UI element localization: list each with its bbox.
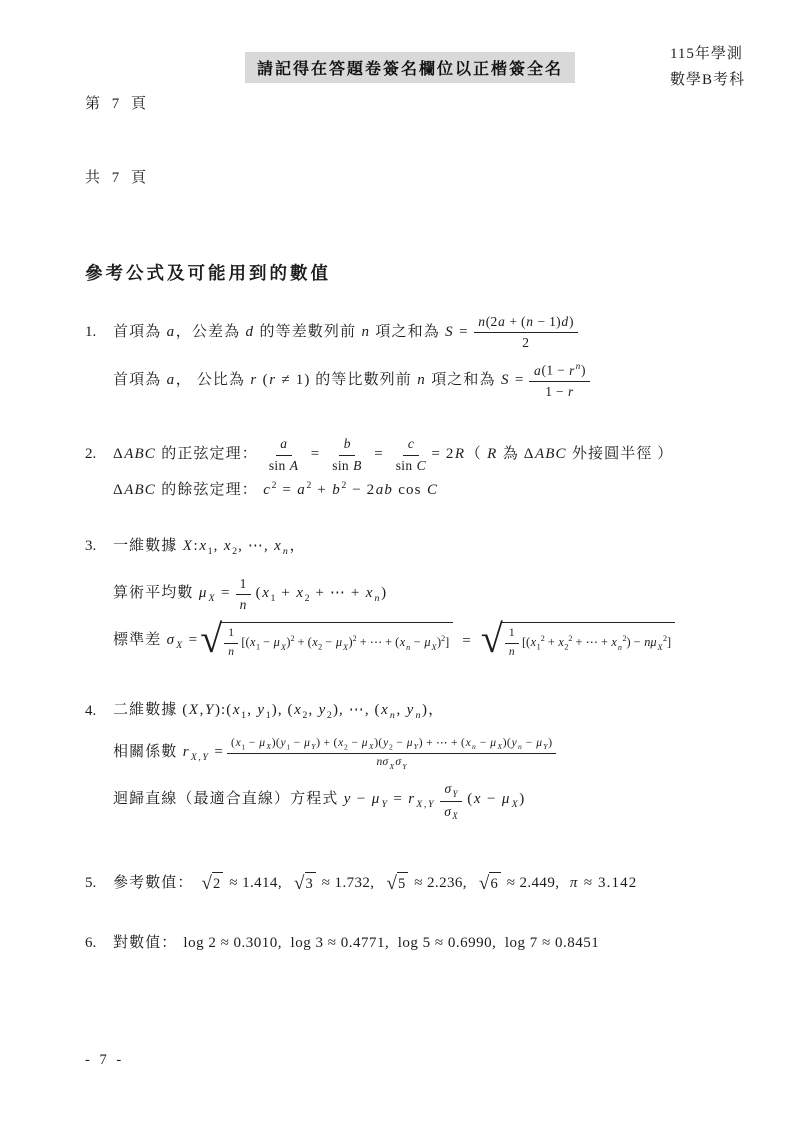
fraction-numerator: 1 <box>236 575 251 595</box>
page-title: 參考公式及可能用到的數值 <box>85 263 331 283</box>
item-number: 4. <box>85 703 97 720</box>
fraction-denominator: n <box>228 645 235 658</box>
regression-line <box>85 780 745 822</box>
reference-values-line <box>85 872 745 895</box>
approx-value: ≈ 2.449, <box>506 874 560 891</box>
approx-value: ≈ 1.414, <box>229 874 282 891</box>
radical-sign: √ <box>480 616 504 662</box>
fraction <box>396 435 427 474</box>
footer-page-number: - 7 - <box>85 1052 125 1068</box>
fraction <box>236 575 251 614</box>
page-header <box>85 42 745 240</box>
pi-approx-value: π ≈ 3.142 <box>569 874 638 891</box>
page-number-line2: 共 7 頁 <box>85 169 151 186</box>
fraction <box>224 626 238 660</box>
geometric-series-text: 首項為 a， 公比為 r (r ≠ 1) 的等比數列前 n 項之和為 S = <box>113 372 525 389</box>
arithmetic-series-text: 首項為 a，公差為 d 的等差數列前 n 項之和為 S = <box>113 323 469 340</box>
formula-item-4 <box>85 700 745 822</box>
exam-subject: 數學B考科 <box>669 71 745 88</box>
radicand: 3 <box>305 872 316 895</box>
fraction-denominator: n <box>508 645 515 658</box>
radical-sign: √ <box>386 873 398 895</box>
stddev-line <box>85 616 745 662</box>
law-of-cosines-text: ΔABC 的餘弦定理： $c^2 = a^2 + b^2 - 2ab$ cos C <box>113 479 439 498</box>
fraction-denominator: $\sigma_X$ <box>444 803 459 822</box>
equals-sign: = <box>374 446 384 463</box>
item-number: 1. <box>85 323 97 340</box>
fraction-denominator: sin B <box>332 457 362 473</box>
page-number-block <box>85 42 150 240</box>
law-of-sines-label: ΔABC 的正弦定理： <box>113 446 258 463</box>
fraction-denominator: 1 − r <box>545 384 574 400</box>
fraction-denominator: n <box>239 597 247 613</box>
square-root-body <box>220 622 453 660</box>
approx-value: ≈ 2.236, <box>414 874 467 891</box>
regression-tail: $(x - \mu_X)$ <box>467 791 526 811</box>
square-root <box>479 872 501 895</box>
fraction <box>440 780 462 822</box>
log-values-line <box>85 933 745 955</box>
regression-text: 迴歸直線（最適合直線）方程式 $y - \mu_Y = r_{X,Y}$ <box>113 791 435 811</box>
page-number-line1: 第 7 頁 <box>85 95 151 112</box>
exam-year: 115年學測 <box>669 46 743 62</box>
fraction-denominator: sin C <box>395 457 426 473</box>
signature-notice: 請記得在答題卷簽名欄位以正楷簽全名 <box>245 52 575 83</box>
mean-line <box>85 575 745 614</box>
radicand: 2 <box>212 872 223 895</box>
correlation-text: 相關係數 $r_{X,Y}$ = <box>113 744 224 764</box>
geometric-series-line <box>85 360 745 401</box>
stddev-expansion-2: [($x_1^2 + x_2^2$ + ⋯ + $x_n^2) - n\mu_X^2$] <box>521 634 672 652</box>
radicand: 5 <box>397 872 408 895</box>
stddev-expansion-1: [$(x_1 - \mu_X)^2 + (x_2 - \mu_X)^2$ + ⋯ + $(x_n - \mu_X)^2$] <box>241 634 450 652</box>
fraction-numerator: a <box>276 435 292 455</box>
fraction <box>529 360 589 401</box>
formula-item-1 <box>85 313 745 401</box>
fraction <box>474 313 578 352</box>
fraction-denominator: 2 <box>522 335 530 351</box>
approx-value: ≈ 1.732, <box>321 874 375 891</box>
radical-sign: √ <box>201 873 214 895</box>
equals-sign: = <box>310 446 321 463</box>
log-values-text: log 2 ≈ 0.3010, log 3 ≈ 0.4771, log 5 ≈ 0.6990, log 7 ≈ 0.8451 <box>183 935 600 952</box>
fraction-numerator: $(x_1 - \mu_X)(y_1 - \mu_Y) + (x_2 - \mu_X)(y_2 - \mu_Y)$ + ⋯ + $(x_n - \mu_X)(y_n - \mu_Y)$ <box>227 736 557 755</box>
fraction-numerator: $a(1 - r^n)$ <box>529 360 589 382</box>
fraction <box>269 435 299 474</box>
formula-item-2 <box>85 435 745 501</box>
fraction <box>227 736 557 772</box>
item-number: 3. <box>85 538 97 555</box>
square-root-body <box>501 622 675 660</box>
data-1d-text: 一維數據 $X:x_1$, $x_2$, ⋯, $x_n$， <box>113 537 306 557</box>
stddev-text: 標準差 $\sigma_X$ = <box>113 631 199 651</box>
square-root <box>480 616 675 662</box>
arithmetic-series-line <box>85 313 745 352</box>
log-values-label: 對數值： <box>113 935 178 952</box>
formula-item-3 <box>85 536 745 661</box>
equals-sign: = <box>462 632 472 649</box>
radical-sign: √ <box>200 616 224 662</box>
fraction-numerator: 1 <box>224 626 238 644</box>
item-number: 5. <box>85 874 97 891</box>
reference-values-label: 參考數值： <box>113 874 194 891</box>
fraction <box>332 435 362 474</box>
law-of-sines-line <box>85 435 745 474</box>
fraction-denominator: sin A <box>268 457 299 473</box>
fraction-numerator: n(2a + (n − 1)d) <box>474 313 578 333</box>
data-2d-line <box>85 700 745 723</box>
fraction <box>505 626 519 660</box>
law-of-sines-tail: = 2R（ R 為 ΔABC 外接圓半徑 ） <box>431 446 674 463</box>
item-number: 2. <box>85 446 97 463</box>
fraction-numerator: $\sigma_Y$ <box>440 780 462 802</box>
square-root <box>386 872 408 895</box>
fraction-numerator: 1 <box>505 626 519 644</box>
square-root <box>294 872 316 895</box>
data-1d-line <box>85 536 745 559</box>
mean-tail: ($x_1 + x_2$ + ⋯ + $x_n$) <box>255 584 388 604</box>
fraction-numerator: b <box>339 435 355 455</box>
square-root <box>200 616 453 662</box>
fraction-denominator: $n\sigma_X\sigma_Y$ <box>376 756 407 771</box>
law-of-cosines-line <box>85 479 745 502</box>
exam-info-block <box>670 42 745 93</box>
square-root <box>202 872 224 895</box>
radicand: 6 <box>489 872 500 895</box>
fraction-numerator: c <box>403 435 418 455</box>
item-number: 6. <box>85 935 97 952</box>
correlation-line <box>85 736 745 772</box>
data-2d-text: 二維數據 $(X,Y):(x_1$, $y_1$), ($x_2$, $y_2$), ⋯, ($x_n$, $y_n$)， <box>113 702 445 722</box>
radical-sign: √ <box>478 873 491 895</box>
radical-sign: √ <box>293 873 306 895</box>
mean-text: 算術平均數 $\mu_X$ = <box>113 584 231 604</box>
